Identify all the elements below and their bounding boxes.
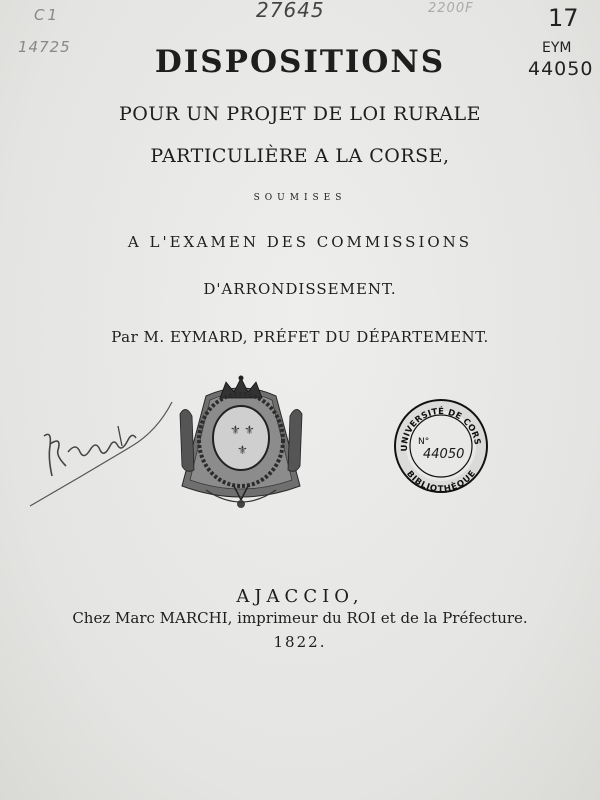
imprint-city: AJACCIO, — [236, 586, 364, 607]
imprint-year: 1822. — [273, 633, 327, 651]
stamp-bottom-text: BIBLIOTHÈQUE — [404, 469, 478, 494]
title-main: DISPOSITIONS — [154, 44, 446, 80]
handwritten-left-number: 14725 — [18, 38, 71, 56]
handwritten-top-left: C1 — [34, 6, 61, 24]
stamp-top-text: UNIVERSITÉ DE CORS — [399, 406, 482, 452]
handwritten-top-right-id: 44050 — [528, 58, 594, 80]
svg-text:N°: N° — [418, 437, 430, 447]
stamp-ring-icon — [393, 398, 489, 494]
library-stamp — [393, 398, 489, 494]
svg-text:⚜: ⚜ — [230, 423, 241, 437]
author-line: Par M. EYMARD, PRÉFET DU DÉPARTEMENT. — [111, 328, 489, 346]
stamp-number: 44050 — [423, 447, 465, 462]
handwritten-top-right-number: 17 — [548, 4, 579, 32]
title-line-1: POUR UN PROJET DE LOI RURALE — [119, 103, 481, 125]
royal-crest-icon — [176, 374, 306, 514]
title-line-4: D'ARRONDISSEMENT. — [203, 280, 397, 298]
title-line-3: A L'EXAMEN DES COMMISSIONS — [127, 233, 473, 251]
signature-reserve — [22, 396, 182, 516]
imprint-printer: Chez Marc MARCHI, imprimeur du ROI et de la Préfecture. — [72, 609, 528, 627]
title-soumises: SOUMISES — [253, 193, 347, 203]
title-line-2: PARTICULIÈRE A LA CORSE, — [150, 145, 450, 167]
svg-text:⚜: ⚜ — [244, 423, 255, 437]
handwritten-top-faint: 2200F — [428, 1, 474, 16]
handwritten-top-right-code: EYM — [542, 40, 572, 56]
handwritten-top-center: 27645 — [256, 0, 325, 22]
svg-text:⚜: ⚜ — [237, 443, 248, 457]
